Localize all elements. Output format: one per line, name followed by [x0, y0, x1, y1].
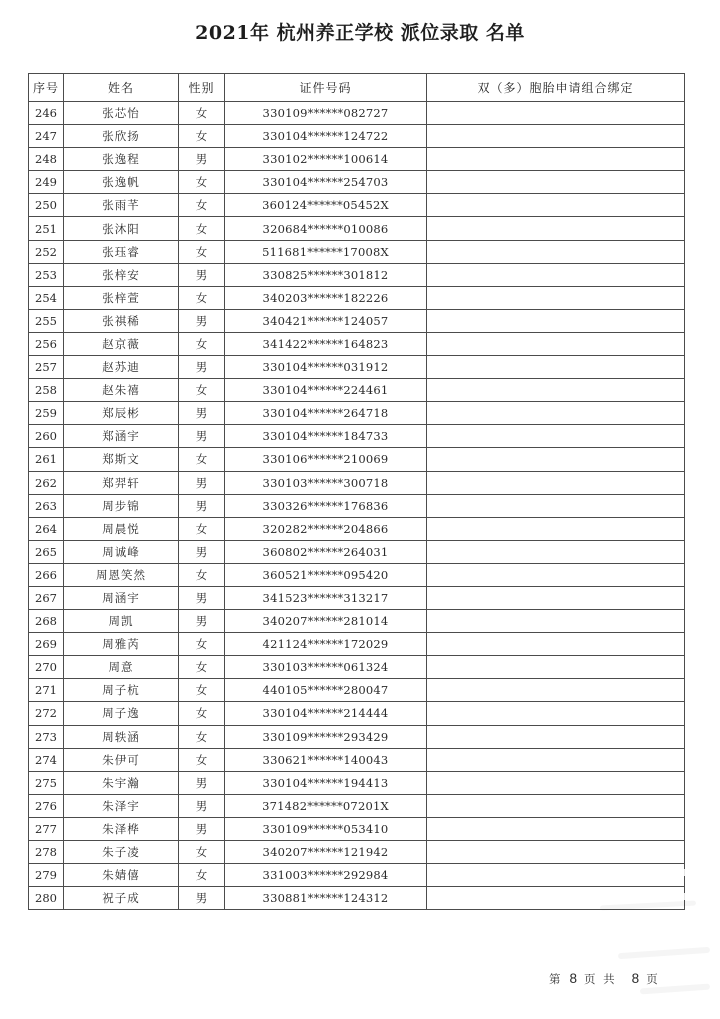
cell-gender: 女 — [179, 517, 225, 540]
cell-student-name: 周雅芮 — [64, 633, 179, 656]
cell-twin-binding — [427, 610, 685, 633]
cell-gender: 女 — [179, 217, 225, 240]
cell-id-number: 330106******210069 — [225, 448, 427, 471]
table-row — [29, 702, 685, 725]
cell-id-number: 341523******313217 — [225, 586, 427, 609]
table-row — [29, 633, 685, 656]
table-row — [29, 171, 685, 194]
cell-gender: 女 — [179, 171, 225, 194]
table-row — [29, 725, 685, 748]
cell-twin-binding — [427, 517, 685, 540]
cell-gender: 女 — [179, 679, 225, 702]
table-row — [29, 102, 685, 125]
header-twin-binding: 双（多）胞胎申请组合绑定 — [427, 74, 685, 102]
cell-id-number: 330102******100614 — [225, 148, 427, 171]
cell-serial-number: 264 — [29, 517, 64, 540]
cell-gender: 女 — [179, 633, 225, 656]
cell-twin-binding — [427, 402, 685, 425]
cell-id-number: 330109******293429 — [225, 725, 427, 748]
cell-serial-number: 276 — [29, 794, 64, 817]
cell-student-name: 张雨芊 — [64, 194, 179, 217]
cell-serial-number: 280 — [29, 887, 64, 910]
header-gender: 性别 — [179, 74, 225, 102]
cell-student-name: 周轶涵 — [64, 725, 179, 748]
cell-gender: 女 — [179, 702, 225, 725]
cell-twin-binding — [427, 148, 685, 171]
cell-student-name: 张梓萱 — [64, 286, 179, 309]
table-row — [29, 379, 685, 402]
cell-id-number: 360521******095420 — [225, 563, 427, 586]
table-row — [29, 887, 685, 910]
watermark-smudge — [584, 941, 706, 949]
table-row — [29, 356, 685, 379]
cell-gender: 男 — [179, 148, 225, 171]
cell-twin-binding — [427, 171, 685, 194]
cell-twin-binding — [427, 332, 685, 355]
table-row — [29, 125, 685, 148]
cell-student-name: 张珏睿 — [64, 240, 179, 263]
cell-gender: 女 — [179, 125, 225, 148]
cell-twin-binding — [427, 494, 685, 517]
cell-serial-number: 271 — [29, 679, 64, 702]
cell-twin-binding — [427, 448, 685, 471]
table-row — [29, 448, 685, 471]
cell-id-number: 330103******061324 — [225, 656, 427, 679]
cell-serial-number: 250 — [29, 194, 64, 217]
cell-student-name: 周子杭 — [64, 679, 179, 702]
cell-gender: 男 — [179, 586, 225, 609]
cell-gender: 女 — [179, 725, 225, 748]
cell-gender: 男 — [179, 817, 225, 840]
cell-student-name: 祝子成 — [64, 887, 179, 910]
cell-student-name: 张祺稀 — [64, 309, 179, 332]
cell-twin-binding — [427, 379, 685, 402]
cell-id-number: 340207******281014 — [225, 610, 427, 633]
table-row — [29, 679, 685, 702]
table-row — [29, 864, 685, 887]
cell-student-name: 郑辰彬 — [64, 402, 179, 425]
cell-serial-number: 260 — [29, 425, 64, 448]
admission-roster-table — [28, 73, 685, 910]
cell-gender: 女 — [179, 194, 225, 217]
cell-id-number: 330104******031912 — [225, 356, 427, 379]
cell-student-name: 张欣扬 — [64, 125, 179, 148]
footer-prefix-label: 第 — [549, 972, 563, 986]
cell-student-name: 周晨悦 — [64, 517, 179, 540]
cell-id-number: 330881******124312 — [225, 887, 427, 910]
cell-id-number: 330621******140043 — [225, 748, 427, 771]
cell-serial-number: 274 — [29, 748, 64, 771]
cell-serial-number: 247 — [29, 125, 64, 148]
cell-student-name: 周诚峰 — [64, 540, 179, 563]
cell-student-name: 朱子凌 — [64, 841, 179, 864]
cell-serial-number: 262 — [29, 471, 64, 494]
cell-student-name: 张沐阳 — [64, 217, 179, 240]
cell-twin-binding — [427, 563, 685, 586]
page-title: 2021年 杭州养正学校 派位录取 名单 — [195, 22, 525, 44]
cell-serial-number: 249 — [29, 171, 64, 194]
cell-twin-binding — [427, 656, 685, 679]
cell-serial-number: 277 — [29, 817, 64, 840]
cell-id-number: 331003******292984 — [225, 864, 427, 887]
cell-twin-binding — [427, 356, 685, 379]
cell-gender: 女 — [179, 841, 225, 864]
cell-id-number: 330326******176836 — [225, 494, 427, 517]
cell-twin-binding — [427, 425, 685, 448]
cell-gender: 女 — [179, 240, 225, 263]
cell-serial-number: 275 — [29, 771, 64, 794]
table-row — [29, 841, 685, 864]
cell-serial-number: 254 — [29, 286, 64, 309]
cell-twin-binding — [427, 725, 685, 748]
cell-serial-number: 263 — [29, 494, 64, 517]
cell-gender: 男 — [179, 309, 225, 332]
table-row — [29, 309, 685, 332]
cell-serial-number: 265 — [29, 540, 64, 563]
cell-serial-number: 255 — [29, 309, 64, 332]
cell-serial-number: 253 — [29, 263, 64, 286]
cell-serial-number: 266 — [29, 563, 64, 586]
cell-id-number: 330103******300718 — [225, 471, 427, 494]
cell-serial-number: 268 — [29, 610, 64, 633]
cell-twin-binding — [427, 471, 685, 494]
cell-id-number: 320282******204866 — [225, 517, 427, 540]
cell-gender: 女 — [179, 563, 225, 586]
table-row — [29, 817, 685, 840]
cell-serial-number: 269 — [29, 633, 64, 656]
cell-serial-number: 267 — [29, 586, 64, 609]
cell-gender: 男 — [179, 610, 225, 633]
cell-serial-number: 246 — [29, 102, 64, 125]
cell-twin-binding — [427, 194, 685, 217]
table-row — [29, 332, 685, 355]
cell-id-number: 330109******053410 — [225, 817, 427, 840]
cell-twin-binding — [427, 748, 685, 771]
cell-student-name: 周涵宇 — [64, 586, 179, 609]
cell-twin-binding — [427, 633, 685, 656]
cell-gender: 女 — [179, 286, 225, 309]
cell-student-name: 朱伊可 — [64, 748, 179, 771]
footer-infix-label: 页 共 — [584, 972, 617, 986]
cell-id-number: 330104******264718 — [225, 402, 427, 425]
footer-suffix-label: 页 — [646, 972, 660, 986]
cell-serial-number: 252 — [29, 240, 64, 263]
cell-gender: 女 — [179, 864, 225, 887]
cell-gender: 女 — [179, 656, 225, 679]
cell-student-name: 朱泽宇 — [64, 794, 179, 817]
cell-student-name: 郑斯文 — [64, 448, 179, 471]
cell-id-number: 330104******224461 — [225, 379, 427, 402]
cell-gender: 男 — [179, 263, 225, 286]
table-row — [29, 471, 685, 494]
cell-twin-binding — [427, 841, 685, 864]
cell-gender: 男 — [179, 771, 225, 794]
cell-student-name: 赵京薇 — [64, 332, 179, 355]
current-page-number: 8 — [569, 971, 578, 986]
cell-serial-number: 256 — [29, 332, 64, 355]
cell-id-number: 360802******264031 — [225, 540, 427, 563]
cell-id-number: 340421******124057 — [225, 309, 427, 332]
header-id-number: 证件号码 — [225, 74, 427, 102]
cell-student-name: 赵苏迪 — [64, 356, 179, 379]
cell-serial-number: 259 — [29, 402, 64, 425]
cell-twin-binding — [427, 217, 685, 240]
cell-student-name: 张逸帆 — [64, 171, 179, 194]
watermark-smudge — [618, 947, 710, 959]
table-row — [29, 425, 685, 448]
table-row — [29, 563, 685, 586]
cell-gender: 男 — [179, 794, 225, 817]
cell-gender: 女 — [179, 102, 225, 125]
cell-id-number: 340207******121942 — [225, 841, 427, 864]
cell-student-name: 周意 — [64, 656, 179, 679]
cell-twin-binding — [427, 702, 685, 725]
cell-twin-binding — [427, 864, 685, 887]
cell-gender: 女 — [179, 332, 225, 355]
cell-id-number: 330104******254703 — [225, 171, 427, 194]
cell-serial-number: 279 — [29, 864, 64, 887]
table-row — [29, 148, 685, 171]
cell-student-name: 朱婧僖 — [64, 864, 179, 887]
table-row — [29, 794, 685, 817]
cell-serial-number: 272 — [29, 702, 64, 725]
header-name: 姓名 — [64, 74, 179, 102]
table-row — [29, 402, 685, 425]
watermark-smudge — [572, 917, 706, 924]
cell-twin-binding — [427, 586, 685, 609]
cell-gender: 男 — [179, 402, 225, 425]
table-row — [29, 240, 685, 263]
cell-id-number: 330104******214444 — [225, 702, 427, 725]
cell-gender: 男 — [179, 494, 225, 517]
cell-twin-binding — [427, 817, 685, 840]
cell-id-number: 360124******05452X — [225, 194, 427, 217]
cell-student-name: 张芯怡 — [64, 102, 179, 125]
table-row — [29, 656, 685, 679]
total-pages-number: 8 — [631, 971, 640, 986]
cell-student-name: 郑羿轩 — [64, 471, 179, 494]
cell-student-name: 朱泽桦 — [64, 817, 179, 840]
cell-id-number: 330825******301812 — [225, 263, 427, 286]
cell-gender: 男 — [179, 356, 225, 379]
cell-serial-number: 248 — [29, 148, 64, 171]
cell-twin-binding — [427, 286, 685, 309]
cell-student-name: 赵朱禧 — [64, 379, 179, 402]
cell-id-number: 511681******17008X — [225, 240, 427, 263]
header-serial-number: 序号 — [29, 74, 64, 102]
cell-gender: 男 — [179, 887, 225, 910]
cell-student-name: 周凯 — [64, 610, 179, 633]
cell-twin-binding — [427, 887, 685, 910]
cell-student-name: 周子逸 — [64, 702, 179, 725]
cell-student-name: 朱宇瀚 — [64, 771, 179, 794]
cell-id-number: 330104******184733 — [225, 425, 427, 448]
cell-id-number: 421124******172029 — [225, 633, 427, 656]
cell-twin-binding — [427, 309, 685, 332]
cell-gender: 女 — [179, 448, 225, 471]
cell-serial-number: 258 — [29, 379, 64, 402]
table-row — [29, 263, 685, 286]
cell-serial-number: 278 — [29, 841, 64, 864]
cell-id-number: 371482******07201X — [225, 794, 427, 817]
cell-id-number: 341422******164823 — [225, 332, 427, 355]
table-row — [29, 194, 685, 217]
table-row — [29, 771, 685, 794]
table-row — [29, 748, 685, 771]
table-row — [29, 494, 685, 517]
cell-twin-binding — [427, 125, 685, 148]
cell-twin-binding — [427, 540, 685, 563]
cell-student-name: 郑涵宇 — [64, 425, 179, 448]
cell-id-number: 330109******082727 — [225, 102, 427, 125]
cell-serial-number: 270 — [29, 656, 64, 679]
table-row — [29, 217, 685, 240]
cell-id-number: 320684******010086 — [225, 217, 427, 240]
cell-student-name: 张逸程 — [64, 148, 179, 171]
cell-serial-number: 257 — [29, 356, 64, 379]
cell-serial-number: 273 — [29, 725, 64, 748]
cell-twin-binding — [427, 240, 685, 263]
table-row — [29, 610, 685, 633]
table-row — [29, 517, 685, 540]
cell-id-number: 330104******194413 — [225, 771, 427, 794]
cell-gender: 男 — [179, 540, 225, 563]
cell-twin-binding — [427, 263, 685, 286]
cell-twin-binding — [427, 679, 685, 702]
table-row — [29, 286, 685, 309]
cell-twin-binding — [427, 794, 685, 817]
cell-gender: 男 — [179, 471, 225, 494]
cell-id-number: 440105******280047 — [225, 679, 427, 702]
cell-serial-number: 251 — [29, 217, 64, 240]
cell-serial-number: 261 — [29, 448, 64, 471]
cell-id-number: 340203******182226 — [225, 286, 427, 309]
table-row — [29, 586, 685, 609]
cell-twin-binding — [427, 102, 685, 125]
cell-student-name: 周恩笑然 — [64, 563, 179, 586]
cell-gender: 男 — [179, 425, 225, 448]
cell-gender: 女 — [179, 748, 225, 771]
page-footer — [546, 971, 663, 987]
cell-twin-binding — [427, 771, 685, 794]
table-row — [29, 540, 685, 563]
cell-id-number: 330104******124722 — [225, 125, 427, 148]
cell-student-name: 周步锦 — [64, 494, 179, 517]
cell-gender: 女 — [179, 379, 225, 402]
cell-student-name: 张梓安 — [64, 263, 179, 286]
table-header-row — [29, 74, 685, 102]
